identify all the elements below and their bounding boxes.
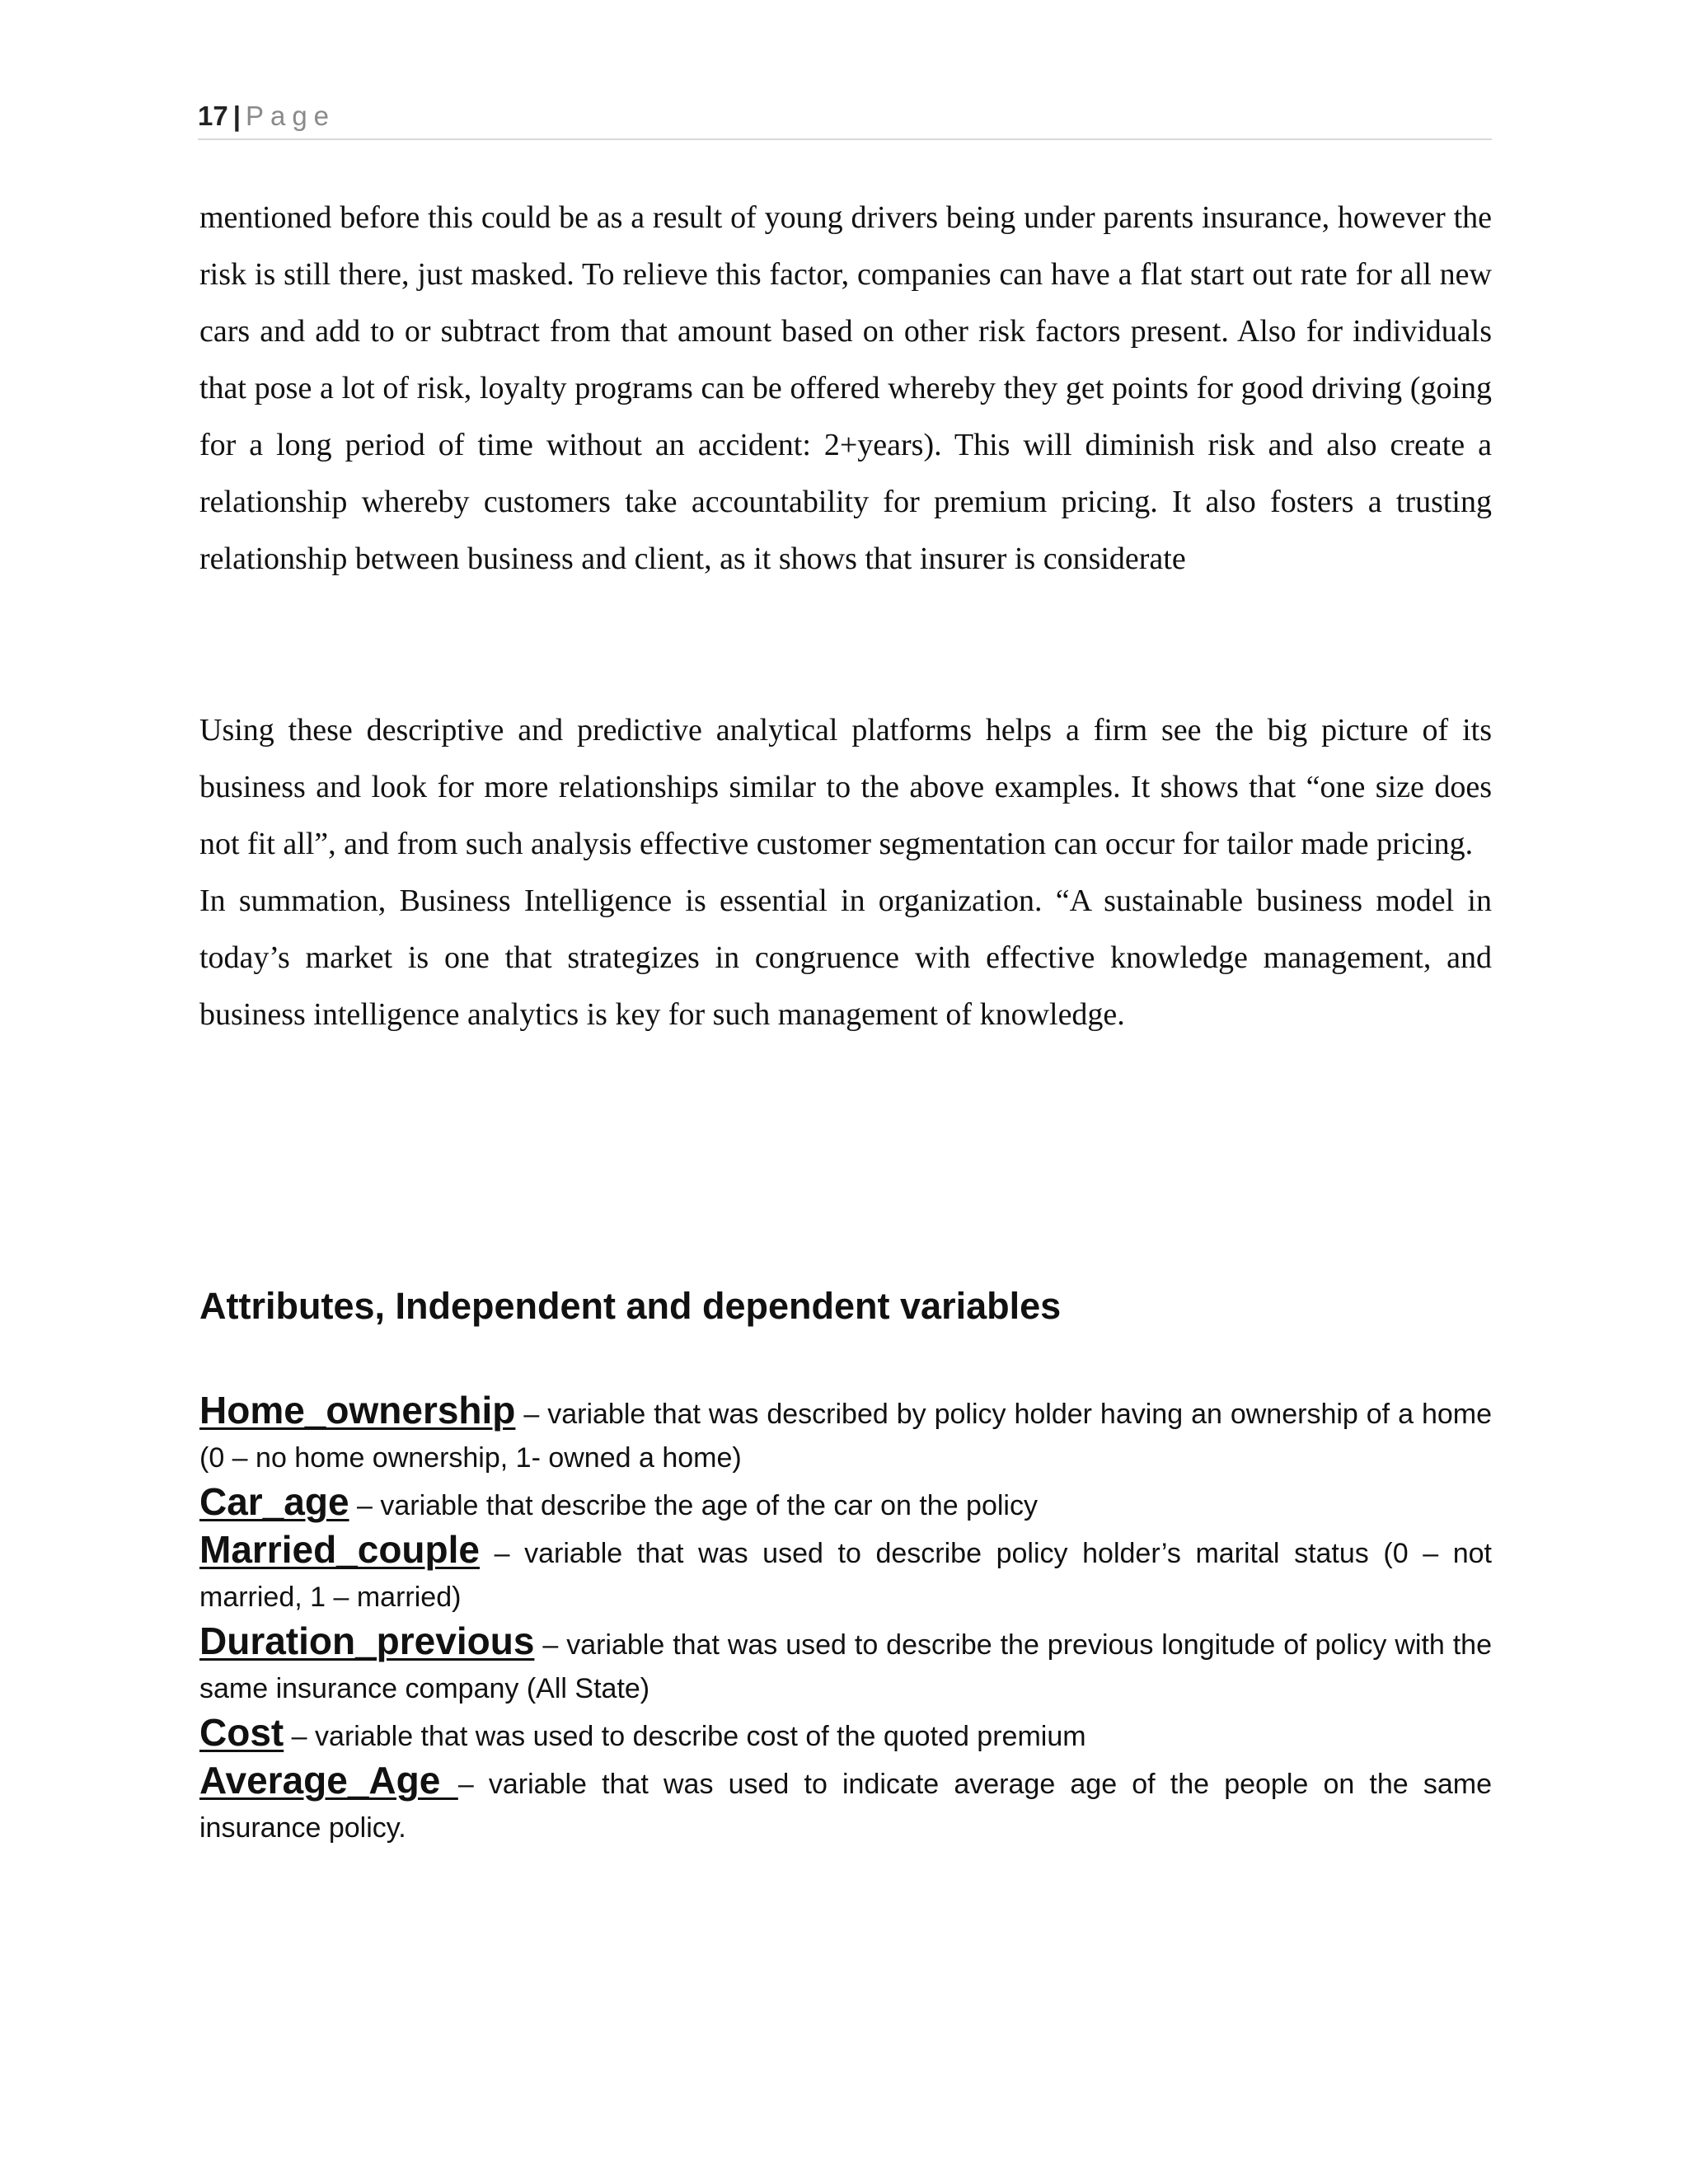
paragraph-text: mentioned before this could be as a result of young drivers being under parents insurance, however the risk is still there, just masked. To relieve this factor, companies can have a flat start out rate for all new cars and add to or subtract from that amount based on other risk factors present. Also for individuals that pose a lot of risk, loyalty programs can be offered whereby they get points for good driving (going for a long period of time without an accident: 2+years). This will diminish risk and also create a relationship whereby customers take accountability for premium pricing. It also fosters a trusting relationship between business and client, as it shows that insurer is considerate <box>199 200 1492 576</box>
variable-term: Duration_previous <box>199 1619 535 1662</box>
variable-description: – variable that was used to describe policy holder’s marital status (0 – not married, 1 – married) <box>199 1538 1492 1613</box>
paragraph-text: In summation, Business Intelligence is essential in organization. “A sustainable business model in today’s market is one that strategizes in congruence with effective knowledge management, and business intelligence analytics is key for such management of knowledge. <box>199 883 1492 1032</box>
variable-list <box>199 1389 1492 1850</box>
page-header <box>198 97 1492 140</box>
variable-item <box>199 1480 1492 1528</box>
body-paragraph-group <box>199 702 1492 1043</box>
variable-description: – variable that was used to describe the previous longitude of policy with the same insurance company (All State) <box>199 1629 1492 1704</box>
variable-term: Average_Age <box>199 1759 458 1802</box>
variable-term: Home_ownership <box>199 1389 516 1432</box>
variable-item <box>199 1389 1492 1480</box>
variable-term: Car_age <box>199 1480 349 1523</box>
variable-description: – variable that was used to describe cost of the quoted premium <box>284 1721 1086 1752</box>
header-separator: | <box>232 101 241 131</box>
variable-description: – variable that was described by policy holder having an ownership of a home (0 – no home ownership, 1- owned a home) <box>199 1399 1492 1474</box>
variable-term: Cost <box>199 1711 284 1754</box>
variable-description: – variable that was used to indicate average age of the people on the same insurance policy. <box>199 1769 1492 1844</box>
variable-item <box>199 1711 1492 1759</box>
paragraph-text: Using these descriptive and predictive analytical platforms helps a firm see the big picture of its business and look for more relationships similar to the above examples. It shows that “one size does not fit all”, and from such analysis effective customer segmentation can occur for tailor made pricing. <box>199 713 1492 861</box>
variable-description: – variable that describe the age of the car on the policy <box>349 1490 1038 1521</box>
page-label: Page <box>245 101 336 131</box>
variable-item <box>199 1528 1492 1619</box>
variable-term: Married_couple <box>199 1528 480 1571</box>
page-number: 17 <box>198 101 228 131</box>
variable-item <box>199 1759 1492 1850</box>
body-paragraph-1 <box>199 190 1492 588</box>
section-heading: Attributes, Independent and dependent variables <box>199 1285 1062 1327</box>
variable-item <box>199 1619 1492 1711</box>
